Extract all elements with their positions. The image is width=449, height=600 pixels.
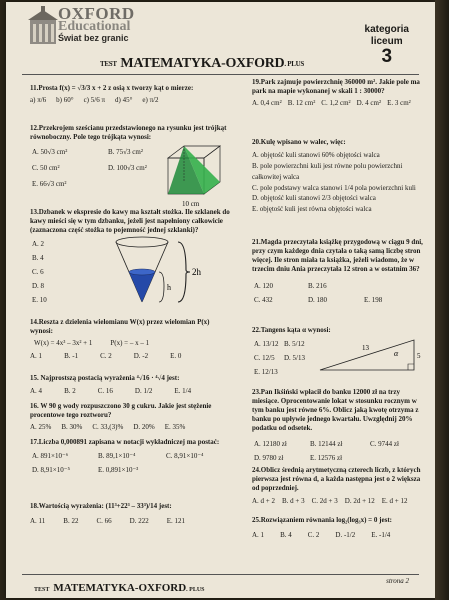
- answer-option[interactable]: A. 4: [30, 387, 43, 396]
- answer-option[interactable]: C. 12/5: [254, 354, 275, 363]
- answer-option[interactable]: C. 50 cm²: [32, 164, 60, 173]
- category-box: [365, 24, 409, 68]
- answer-option[interactable]: B. 12144 zł: [310, 440, 343, 449]
- answer-option[interactable]: D. -1/2: [335, 531, 356, 540]
- question-text: 25.Rozwiązaniem równania log₂(log₃x) = 0 jest:: [252, 516, 392, 524]
- oxford-logo: [28, 4, 178, 50]
- building-icon: [28, 6, 58, 46]
- question-text: 18.Wartością wyrażenia: (11³+22³ – 33³)/14 jest:: [30, 502, 172, 510]
- question-19: [252, 78, 424, 108]
- label-2h: 2h: [192, 267, 201, 278]
- answer-option[interactable]: A. 891×10⁻⁶: [32, 452, 69, 461]
- answer-option[interactable]: D. 9780 zł: [254, 454, 284, 463]
- question-text: 20.Kulę wpisano w walec, więc:: [252, 138, 346, 146]
- answer-row: [252, 99, 424, 108]
- answer-option[interactable]: A. 12180 zł: [254, 440, 287, 449]
- answer-option[interactable]: D. 100√3 cm²: [108, 164, 147, 173]
- answer-option[interactable]: C. 9744 zł: [370, 440, 399, 449]
- answer-option[interactable]: C. pole podstawy walca stanowi 1/4 pola powierzchni kuli: [252, 183, 416, 192]
- question-18: [30, 502, 230, 526]
- answer-row: [30, 352, 230, 361]
- answer-option[interactable]: A. 0,4 cm²: [252, 99, 282, 108]
- answer-option[interactable]: E. 1/4: [174, 387, 192, 396]
- question-text: 22.Tangens kąta α wynosi:: [252, 326, 331, 334]
- answer-option[interactable]: C. 2: [307, 531, 320, 540]
- answer-row: [30, 387, 230, 396]
- answer-option[interactable]: A. d + 2: [252, 497, 276, 506]
- answer-option[interactable]: E. 12576 zł: [310, 454, 343, 463]
- answer-option[interactable]: D. objętość kuli stanowi 2/3 objętości walca: [252, 194, 376, 203]
- answer-option[interactable]: E. 3 cm²: [387, 99, 411, 108]
- label-h: h: [167, 283, 171, 293]
- answer-option[interactable]: E. 121: [166, 517, 185, 526]
- answer-option[interactable]: D. 180: [308, 296, 328, 305]
- answer-option[interactable]: B. -1: [64, 352, 79, 361]
- page-number: strona 2: [386, 577, 409, 585]
- answer-option[interactable]: E. objętość kuli jest równa objętości walca: [252, 205, 372, 214]
- answer-row: [30, 517, 230, 526]
- question-text: 14.Reszta z dzielenia wielomianu W(x) przez wielomian P(x) wynosi:: [30, 318, 210, 336]
- question-text: 21.Magda przeczytała książkę przygodową w ciągu 9 dni, przy czym każdego dnia czytała o taką samą liczbę stron więcej. Ile stron miała ta książka, jeżeli wiadomo, że w trzecim dniu Ania przeczytała 12 stron a w ostatnim 36?: [252, 238, 423, 274]
- footer-prefix: TEST: [34, 587, 50, 593]
- question-24: [252, 466, 426, 506]
- answer-option[interactable]: A. 1: [252, 531, 265, 540]
- answer-option[interactable]: E. -1/4: [371, 531, 391, 540]
- answer-option[interactable]: C. 8,91×10⁻⁴: [166, 452, 204, 461]
- question-16: [30, 402, 230, 432]
- answer-option[interactable]: E. d + 12: [381, 497, 408, 506]
- footer-divider: [22, 574, 419, 575]
- answer-option[interactable]: B. d + 3: [282, 497, 305, 506]
- answer-option[interactable]: D. -2: [133, 352, 149, 361]
- answer-block: [30, 146, 230, 216]
- brand-bottom: Educational: [58, 19, 131, 34]
- answer-option[interactable]: d) 45°: [114, 96, 133, 105]
- answer-option[interactable]: B. 22: [63, 517, 79, 526]
- answer-option[interactable]: D. 1/2: [134, 387, 153, 396]
- tri-angle-label: α: [394, 349, 399, 359]
- answer-block: [252, 338, 426, 384]
- question-23: [252, 388, 426, 468]
- footer-title: [34, 578, 205, 596]
- answer-row: [30, 96, 230, 105]
- answer-option[interactable]: A. 13/12: [254, 340, 279, 349]
- answer-row: [252, 531, 426, 540]
- question-14: [30, 318, 230, 361]
- page-title: [100, 54, 304, 72]
- answer-option[interactable]: E. 12/13: [254, 368, 278, 377]
- question-text: 24.Oblicz średnią arytmetyczną czterech liczb, z których pierwsza jest równa d, a każda następna jest o 2 większa od poprzedniej.: [252, 466, 421, 493]
- answer-option[interactable]: a) π/6: [30, 96, 47, 105]
- answer-option[interactable]: C. 16: [97, 387, 113, 396]
- question-15: [30, 374, 230, 396]
- answer-option[interactable]: E. 0,891×10⁻³: [98, 466, 139, 475]
- category-label: kategoria: [364, 24, 409, 35]
- answer-option[interactable]: D. 2d + 12: [344, 497, 375, 506]
- answer-block: [252, 438, 426, 468]
- answer-option[interactable]: e) π/2: [142, 96, 159, 105]
- answer-option[interactable]: D. 8,91×10⁻⁵: [32, 466, 70, 475]
- question-20: [252, 138, 424, 215]
- answer-option[interactable]: B. pole powierzchni kuli jest równe polu powierzchni całkowitej walca: [252, 161, 403, 181]
- question-17: [30, 438, 230, 478]
- question-text: 16. W 90 g wody rozpuszczono 30 g cukru. Jakie jest stężenie procentowe tego roztworu?: [30, 402, 212, 420]
- answer-option[interactable]: C. 2: [100, 352, 112, 361]
- background-edge: [435, 0, 449, 600]
- answer-option[interactable]: C. 1,2 cm²: [321, 99, 351, 108]
- footer-main: MATEMATYKA-OXFORD: [53, 582, 187, 594]
- triangle-figure: [316, 332, 424, 378]
- answer-option[interactable]: E. 0: [170, 352, 182, 361]
- answer-option[interactable]: E. 10: [32, 296, 47, 305]
- answer-option[interactable]: C. 432: [254, 296, 273, 305]
- formula-p: P(x) = – x – 1: [110, 339, 150, 348]
- cone-figure: [112, 236, 228, 308]
- answer-option[interactable]: C. 33,(3)%: [92, 423, 124, 432]
- answer-row: [30, 423, 230, 432]
- answer-option[interactable]: B. 89,1×10⁻⁴: [98, 452, 136, 461]
- answer-block: [30, 238, 230, 310]
- answer-option[interactable]: A. 120: [254, 282, 274, 291]
- answer-block: [252, 280, 426, 310]
- answer-option[interactable]: E. 66√3 cm²: [32, 180, 67, 189]
- cube-label: 10 cm: [182, 200, 200, 209]
- answer-option[interactable]: B. 216: [308, 282, 327, 291]
- answer-option[interactable]: A. 25%: [30, 423, 52, 432]
- title-suffix: . PLUS: [284, 60, 304, 68]
- question-25: [252, 516, 426, 540]
- answer-option[interactable]: c) 5/6 π: [83, 96, 105, 105]
- question-21: [252, 238, 426, 310]
- question-22: [252, 326, 426, 384]
- brand-top: OXFORD: [58, 4, 135, 23]
- question-text: 23.Pan Ikśiński wpłacił do banku 12000 zł na trzy miesiące. Oprocentowanie lokat w stosunku rocznym w tym banku jest równe 6%. Oblicz jaką kwotę otrzyma z banku po upływie jednego kwartału. Uwzględnij 20% podatku od odsetek.: [252, 388, 419, 433]
- answer-option[interactable]: B. 12 cm²: [287, 99, 316, 108]
- answer-option[interactable]: A. objętość kuli stanowi 60% objętości walca: [252, 151, 380, 160]
- answer-row: [252, 497, 426, 506]
- answer-option[interactable]: B. 2: [64, 387, 76, 396]
- formula-row: [34, 339, 230, 348]
- question-text: 19.Park zajmuje powierzchnię 360000 m². Jakie pole ma park na mapie wykonanej w skali 1 : 30000?: [252, 78, 420, 96]
- question-text: 12.Przekrojem sześcianu przedstawionego na rysunku jest trójkąt równoboczny. Pole tego trójkąta wynosi:: [30, 124, 227, 142]
- answer-option[interactable]: C. 66: [96, 517, 112, 526]
- formula-w: W(x) = 4x³ – 3x² + 1: [34, 339, 93, 348]
- answer-option[interactable]: D. 5/13: [284, 354, 305, 363]
- title-main: MATEMATYKA-OXFORD: [120, 56, 285, 71]
- question-12: [30, 124, 230, 216]
- answer-option[interactable]: D. 20%: [133, 423, 155, 432]
- question-text: 11.Prosta f(x) = √3/3 x + 2 z osią x tworzy kąt o mierze:: [30, 84, 194, 92]
- answer-option[interactable]: E. 198: [364, 296, 383, 305]
- answer-option[interactable]: C. 2d + 3: [311, 497, 338, 506]
- answer-option[interactable]: A. 11: [30, 517, 46, 526]
- answer-option[interactable]: B. 4: [32, 254, 44, 263]
- answer-option[interactable]: A. 2: [32, 240, 45, 249]
- question-text: 15. Najprostszą postacią wyrażenia ⁴√16 · ⁴√4 jest:: [30, 374, 180, 382]
- question-text: 13.Dzbanek w ekspresie do kawy ma kształt stożka. Ile szklanek do kawy mieści się w tym dzbanku, jeżeli jest napełniony całkowicie (zaznaczona część stożka to pojemność jednej szklanki)?: [30, 208, 230, 235]
- answer-option[interactable]: B. 5/12: [284, 340, 305, 349]
- answer-option[interactable]: B. 75√3 cm²: [108, 148, 143, 157]
- answer-option[interactable]: D. 4 cm²: [356, 99, 382, 108]
- answer-option[interactable]: A. 1: [30, 352, 43, 361]
- question-11: [30, 84, 230, 105]
- answer-block: [252, 150, 424, 215]
- question-text: 17.Liczba 0,000891 zapisana w notacji wykładniczej ma postać:: [30, 438, 220, 446]
- header-divider: [22, 74, 419, 75]
- cube-figure: [162, 140, 226, 212]
- slogan: Świat bez granic: [58, 33, 129, 43]
- question-13: [30, 208, 230, 310]
- answer-option[interactable]: D. 222: [129, 517, 149, 526]
- category-number: 3: [381, 46, 393, 67]
- answer-option[interactable]: D. 8: [32, 282, 45, 291]
- footer-suffix: . PLUS: [186, 587, 205, 593]
- category-value: liceum: [370, 36, 403, 47]
- answer-option[interactable]: A. 50√3 cm²: [32, 148, 68, 157]
- answer-option[interactable]: C. 6: [32, 268, 44, 277]
- title-prefix: TEST: [100, 60, 117, 68]
- answer-option[interactable]: E. 35%: [164, 423, 186, 432]
- exam-sheet: [6, 2, 435, 598]
- answer-option[interactable]: B. 4: [280, 531, 292, 540]
- answer-option[interactable]: b) 60°: [56, 96, 74, 105]
- tri-side-label: 5: [417, 352, 421, 361]
- answer-option[interactable]: B. 30%: [61, 423, 83, 432]
- tri-hypotenuse-label: 13: [362, 344, 369, 353]
- answer-block: [30, 450, 230, 478]
